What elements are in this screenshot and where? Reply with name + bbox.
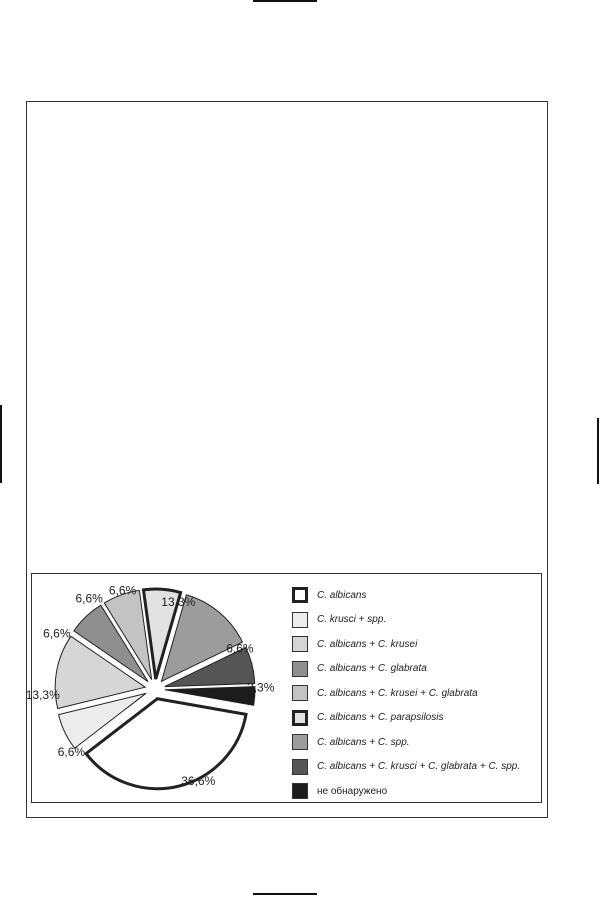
slice-value-label: 3,3% (247, 680, 275, 695)
legend-swatch (292, 759, 308, 775)
scan-mark-left (0, 405, 2, 483)
legend-item (292, 706, 542, 731)
scan-mark-right (597, 418, 599, 484)
slice-value-label: 6,6% (57, 745, 86, 760)
legend-swatch (292, 661, 308, 677)
legend-label: C. albicans + C. krusei (317, 638, 418, 650)
legend-swatch (292, 783, 308, 799)
slice-value-label: 6,6% (108, 583, 137, 598)
legend-label: C. albicans + C. krusci + C. glabrata + C. spp. (317, 761, 521, 773)
legend-label: C. albicans + C. parapsilosis (317, 712, 444, 724)
legend-swatch (292, 612, 308, 628)
legend-item (292, 755, 542, 780)
legend-label: C. albicans (317, 589, 367, 601)
slice-value-label: 6,6% (43, 626, 71, 641)
slice-value-label: 6,6% (75, 591, 103, 606)
legend (292, 583, 542, 804)
scan-mark-bottom (253, 893, 317, 895)
pie-chart (25, 574, 287, 802)
legend-label: не обнаружено (317, 785, 388, 797)
legend-swatch (292, 734, 308, 750)
legend-swatch (292, 636, 308, 652)
legend-label: C. albicans + C. spp. (317, 736, 410, 748)
legend-swatch (292, 685, 308, 701)
legend-label: C. krusci + spp. (317, 614, 387, 626)
legend-item (292, 730, 542, 755)
legend-label: C. albicans + C. glabrata (317, 663, 427, 675)
legend-item (292, 632, 542, 657)
chart-panel (25, 573, 542, 803)
legend-swatch (292, 710, 308, 726)
legend-item (292, 583, 542, 608)
legend-item (292, 681, 542, 706)
legend-label: C. albicans + C. krusei + C. glabrata (317, 687, 478, 699)
legend-item (292, 657, 542, 682)
legend-swatch (292, 587, 308, 603)
slice-value-label: 6,6% (226, 641, 254, 656)
slice-value-label: 36,6% (181, 774, 216, 789)
legend-item (292, 779, 542, 804)
scan-mark-top (253, 0, 317, 2)
slice-value-label: 13,3% (161, 595, 196, 610)
legend-item (292, 608, 542, 633)
slice-value-label: 13,3% (25, 688, 60, 703)
